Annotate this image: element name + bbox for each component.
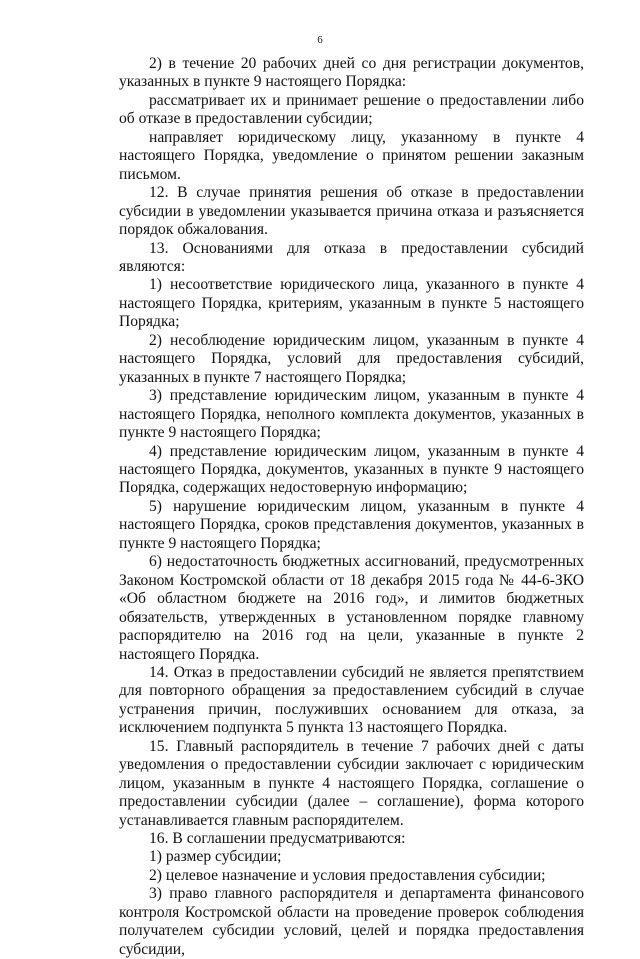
paragraph: 1) размер субсидии; <box>149 848 282 866</box>
document-body <box>119 55 584 959</box>
paragraph: 2) несоблюдение юридическим лицом, указанным в пункте 4 настоящего Порядка, условий для предоставления субсидий, указанных в пункте 7 настоящего Порядка; <box>119 331 584 386</box>
page-number: 6 <box>317 34 323 46</box>
paragraph: 4) представление юридическим лицом, указанным в пункте 4 настоящего Порядка, документов, указанных в пункте 9 настоящего Порядка, содержащих недостоверную информацию; <box>119 442 584 497</box>
paragraph: рассматривает их и принимает решение о предоставлении либо об отказе в предоставлении субсидии; <box>119 91 584 128</box>
paragraph: 2) в течение 20 рабочих дней со дня регистрации документов, указанных в пункте 9 настоящего Порядка: <box>119 55 584 91</box>
paragraph: 3) право главного распорядителя и департамента финансового контроля Костромской области на проведение проверок соблюдения получателем субсидии условий, целей и порядка предоставления субсидии, <box>119 885 584 958</box>
paragraph: 12. В случае принятия решения об отказе в предоставлении субсидии в уведомлении указывается причина отказа и разъясняется порядок обжалования. <box>119 184 584 239</box>
paragraph: 14. Отказ в предоставлении субсидий не является препятствием для повторного обращения за предоставлением субсидий в случае устранения причин, послуживших основанием для отказа, за исключением подпункта 5 пункта 13 настоящего Порядка. <box>119 663 584 737</box>
paragraph: 3) представление юридическим лицом, указанным в пункте 4 настоящего Порядка, неполного комплекта документов, указанных в пункте 9 настоящего Порядка; <box>119 387 584 442</box>
paragraph: 15. Главный распорядитель в течение 7 рабочих дней с даты уведомления о предоставлении субсидии заключает с юридическим лицом, указанным в пункте 4 настоящего Порядка, соглашение о предоставлении субсидии (далее – соглашение), форма которого устанавливается главным распорядителем. <box>119 737 584 829</box>
paragraph: 1) несоответствие юридического лица, указанного в пункте 4 настоящего Порядка, критериям, указанным в пункте 5 настоящего Порядка; <box>119 276 584 331</box>
paragraph: 2) целевое назначение и условия предоставления субсидии; <box>149 866 546 884</box>
paragraph: 16. В соглашении предусматриваются: <box>149 830 406 848</box>
paragraph: направляет юридическому лицу, указанному в пункте 4 настоящего Порядка, уведомление о принятом решении заказным письмом. <box>119 128 584 183</box>
paragraph: 6) недостаточность бюджетных ассигнований, предусмотренных Законом Костромской области от 18 декабря 2015 года № 44-6-ЗКО «Об областном бюджете на 2016 год», и лимитов бюджетных обязательств, утвержденных в установленном порядке главному распорядителю на 2016 год на цели, указанные в пункте 2 настоящего Порядка. <box>119 553 584 663</box>
paragraph: 5) нарушение юридическим лицом, указанным в пункте 4 настоящего Порядка, сроков представления документов, указанных в пункте 9 настоящего Порядка; <box>119 497 584 552</box>
paragraph: 13. Основаниями для отказа в предоставлении субсидий являются: <box>119 239 584 275</box>
